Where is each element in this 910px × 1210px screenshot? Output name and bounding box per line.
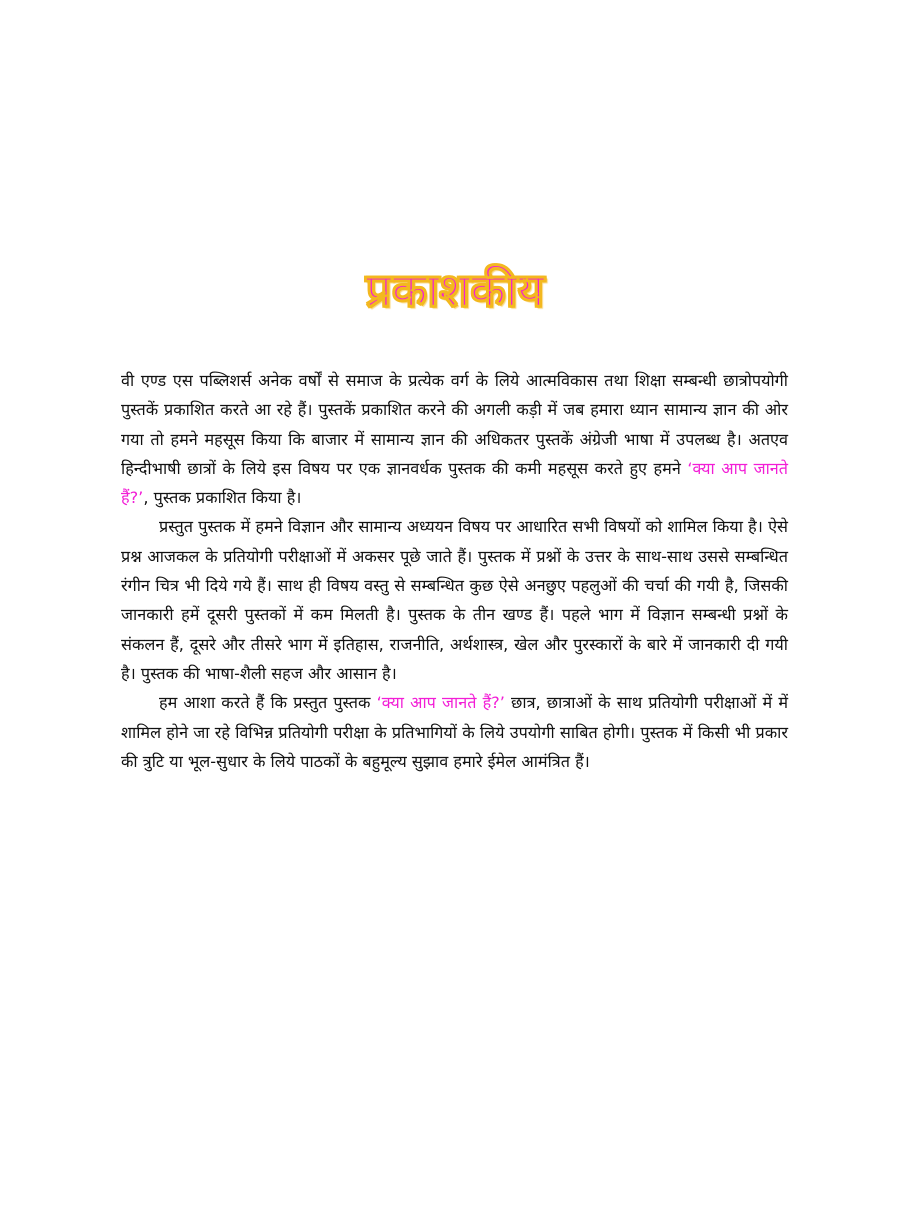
paragraph-1-text-end: , पुस्तक प्रकाशित किया है। [143,488,302,508]
paragraph-3 [121,688,788,776]
paragraph-1-text: वी एण्ड एस पब्लिशर्स अनेक वर्षों से समाज के प्रत्येक वर्ग के लिये आत्मविकास तथा शिक्षा सम्बन्धी छात्रोपयोगी पुस्तकें प्रकाशित करते आ रहे हैं। पुस्तकें प्रकाशित करने की अगली कड़ी में जब हमारा ध्यान सामान्य ज्ञान की ओर गया तो हमने महसूस किया कि बाजार में सामान्य ज्ञान की अधिकतर पुस्तकें अंग्रेजी भाषा में उपलब्ध है। अतएव हिन्दीभाषी छात्रों के लिये इस विषय पर एक ज्ञानवर्धक पुस्तक की कमी महसूस करते हुए हमने [121,371,788,478]
paragraph-1 [121,366,788,512]
paragraph-3-text-end: छात्र, छात्राओं के साथ प्रतियोगी परीक्षाओं में में शामिल होने जा रहे विभिन्न प्रतियोगी परीक्षा के प्रतिभागियों के लिये उपयोगी साबित होगी। पुस्तक में किसी भी प्रकार की त्रुटि या भूल-सुधार के लिये पाठकों के बहुमूल्य सुझाव हमारे ईमेल आमंत्रित हैं। [121,693,788,771]
page-title: प्रकाशकीय [365,263,545,317]
paragraph-3-text: हम आशा करते हैं कि प्रस्तुत पुस्तक [159,693,377,713]
book-title-highlight: ‘क्या आप जानते हैं?’ [121,458,788,508]
preface-body [121,366,788,776]
book-title-highlight-2: ‘क्या आप जानते हैं?’ [376,693,505,713]
paragraph-2: प्रस्तुत पुस्तक में हमने विज्ञान और सामान्य अध्ययन विषय पर आधारित सभी विषयों को शामिल किया है। ऐसे प्रश्न आजकल के प्रतियोगी परीक्षाओं में अकसर पूछे जाते हैं। पुस्तक में प्रश्नों के उत्तर के साथ-साथ उससे सम्बन्धित रंगीन चित्र भी दिये गये हैं। साथ ही विषय वस्तु से सम्बन्धित कुछ ऐसे अनछुए पहलुओं की चर्चा की गयी है, जिसकी जानकारी हमें दूसरी पुस्तकों में कम मिलती है। पुस्तक के तीन खण्ड हैं। पहले भाग में विज्ञान सम्बन्धी प्रश्नों के संकलन हैं, दूसरे और तीसरे भाग में इतिहास, राजनीति, अर्थशास्त्र, खेल और पुरस्कारों के बारे में जानकारी दी गयी है। पुस्तक की भाषा-शैली सहज और आसान है। [121,517,788,683]
